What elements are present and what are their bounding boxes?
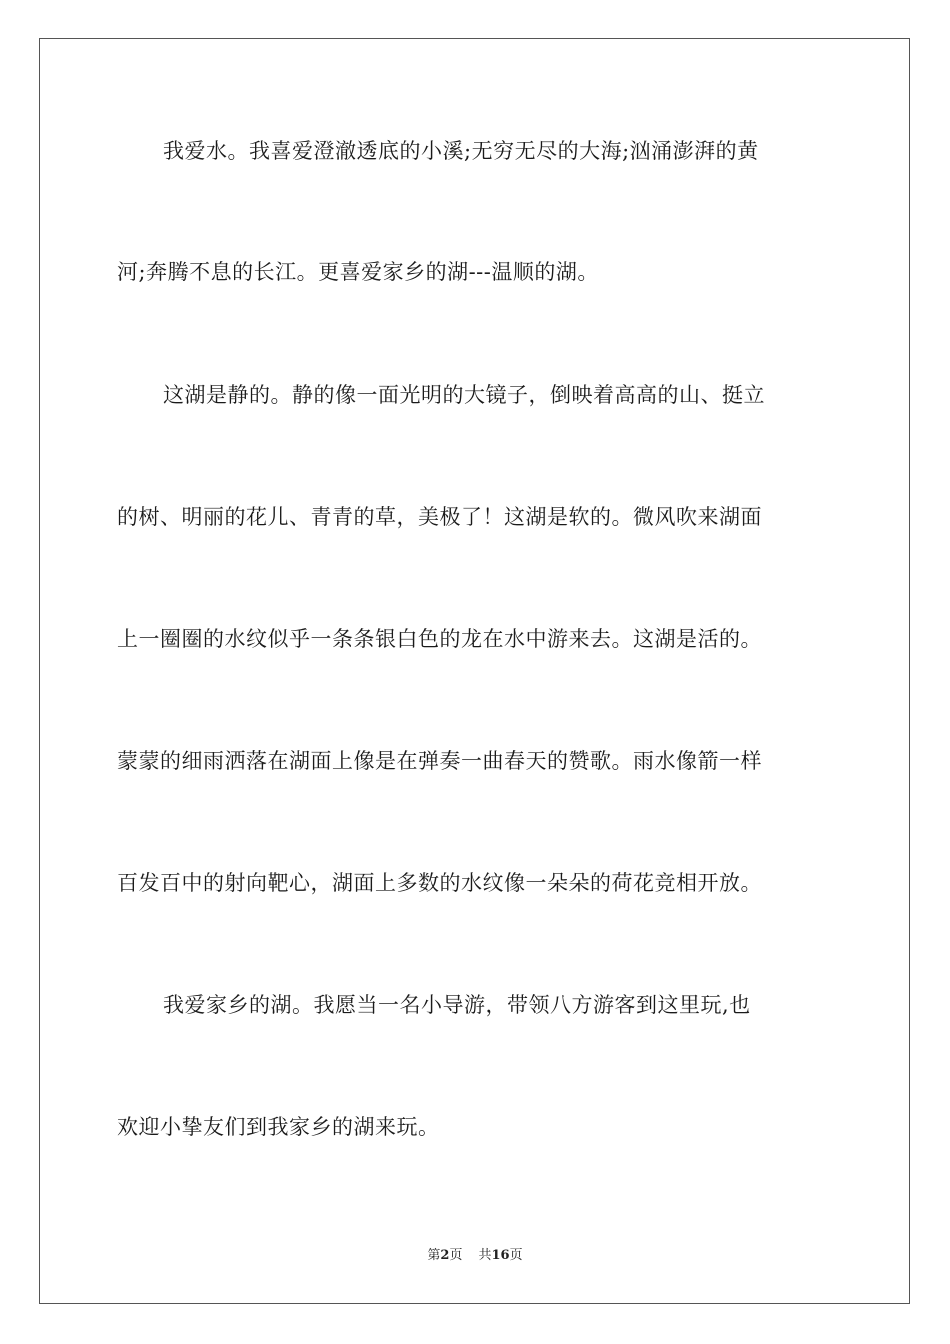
footer-total-suffix: 页 [509,1248,523,1263]
footer-total-prefix: 共 [478,1248,492,1263]
footer-page-prefix: 第 [427,1248,441,1263]
paragraph-3-line-1: 我爱家乡的湖。我愿当一名小导游，带领八方游客到这里玩,也 [163,993,751,1017]
paragraph-2-line-5: 百发百中的射向靶心，湖面上多数的水纹像一朵朵的荷花竞相开放。 [117,871,762,895]
footer-page-suffix: 页 [449,1248,463,1263]
paragraph-2-line-2: 的树、明丽的花儿、青青的草，美极了！这湖是软的。微风吹来湖面 [117,505,762,529]
page-footer [0,1247,950,1265]
footer-page-number: 2 [440,1248,450,1263]
paragraph-2-line-3: 上一圈圈的水纹似乎一条条银白色的龙在水中游来去。这湖是活的。 [117,627,762,651]
paragraph-2-line-4: 蒙蒙的细雨洒落在湖面上像是在弹奏一曲春天的赞歌。雨水像箭一样 [117,749,762,773]
paragraph-1-line-1: 我爱水。我喜爱澄澈透底的小溪;无穷无尽的大海;汹涌澎湃的黄 [163,139,759,163]
paragraph-3-line-2: 欢迎小挚友们到我家乡的湖来玩。 [117,1115,440,1139]
paragraph-1-line-2: 河;奔腾不息的长江。更喜爱家乡的湖---温顺的湖。 [117,260,599,284]
footer-total-pages: 16 [491,1248,510,1263]
paragraph-2-line-1: 这湖是静的。静的像一面光明的大镜子，倒映着高高的山、挺立 [163,383,765,407]
